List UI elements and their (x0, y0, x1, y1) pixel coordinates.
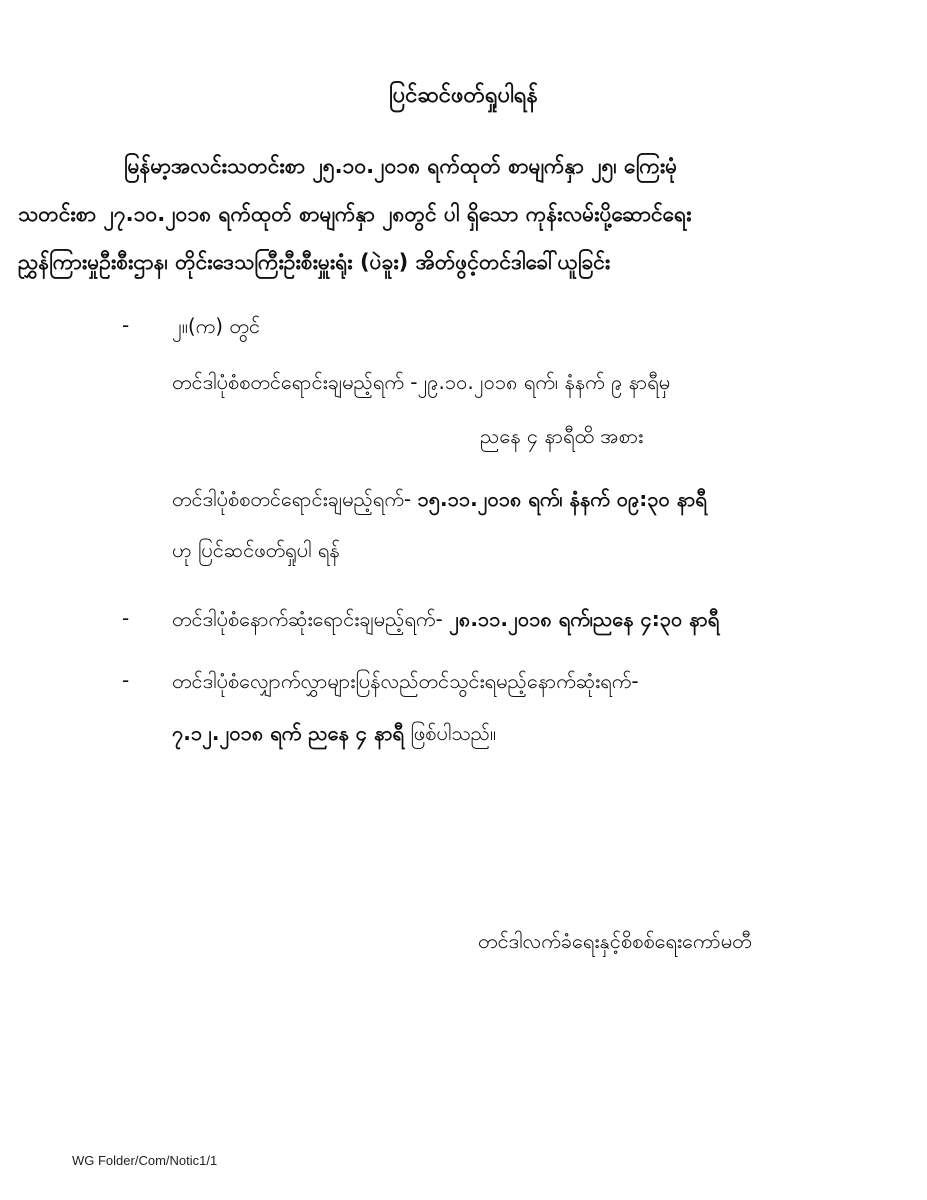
return-deadline-suffix: ဖြစ်ပါသည်။ (404, 721, 497, 745)
bullet-dash-3: - (122, 668, 130, 692)
intro-line-3: ညွှန်ကြားမှုဦးစီးဌာန၊ တိုင်းဒေသကြီးဦးစီးမှူးရုံး (ပဲခူး) အိတ်ဖွင့်တင်ဒါခေါ်ယူခြင်း (18, 250, 611, 274)
last-sale-label: တင်ဒါပုံစံနောက်ဆုံးရောင်းချမည့်ရက်- (172, 607, 450, 631)
return-deadline-value: ၇.၁၂.၂၀၁၈ ရက် ညနေ ၄ နာရီ (172, 721, 405, 745)
last-sale-date (172, 606, 719, 636)
last-sale-value: ၂၈.၁၁.၂၀၁၈ ရက်၊ညနေ ၄:၃၀ နာရီ (449, 607, 720, 631)
return-deadline-label: တင်ဒါပုံစံလျှောက်လွှာများပြန်လည်တင်သွင်းရမည့်နောက်ဆုံးရက်- (172, 669, 639, 693)
section-reference: ၂။(က) တွင် (172, 314, 260, 338)
committee-signature: တင်ဒါလက်ခံရေးနှင့်စိစစ်ရေးကော်မတီ (478, 929, 752, 953)
original-sale-date: တင်ဒါပုံစံစတင်ရောင်းချမည့်ရက် -၂၉.၁၀.၂၀၁၈ ရက်၊ နံနက် ၉ နာရီမှ (172, 370, 671, 394)
intro-paragraph (18, 142, 839, 286)
intro-line-2: သတင်းစာ ၂၇.၁၀.၂၀၁၈ ရက်ထုတ် စာမျက်နှာ ၂၈တွင် ပါ ရှိသော ကုန်းလမ်းပို့ဆောင်ရေး (18, 202, 692, 226)
bullet-dash-1: - (122, 313, 130, 337)
read-as-note: ဟု ပြင်ဆင်ဖတ်ရှုပါ ရန် (172, 538, 340, 562)
corrected-sale-value: ၁၅.၁၁.၂၀၁၈ ရက်၊ နံနက် ၀၉:၃၀ နာရီ (417, 487, 707, 511)
footer-file-reference: WG Folder/Com/Notic1/1 (72, 1153, 218, 1168)
corrected-sale-label: တင်ဒါပုံစံစတင်ရောင်းချမည့်ရက်- (172, 487, 418, 511)
return-deadline (172, 720, 496, 750)
intro-line-1: မြန်မာ့အလင်းသတင်းစာ ၂၅.၁၀.၂၀၁၈ ရက်ထုတ် စာမျက်နှာ ၂၅၊ ကြေးမုံ (124, 154, 678, 178)
document-title: ပြင်ဆင်ဖတ်ရှုပါရန် (389, 83, 538, 108)
original-sale-date-continued: ညနေ ၄ နာရီထိ အစား (480, 424, 644, 448)
corrected-sale-date (172, 486, 707, 516)
bullet-dash-2: - (122, 606, 130, 630)
